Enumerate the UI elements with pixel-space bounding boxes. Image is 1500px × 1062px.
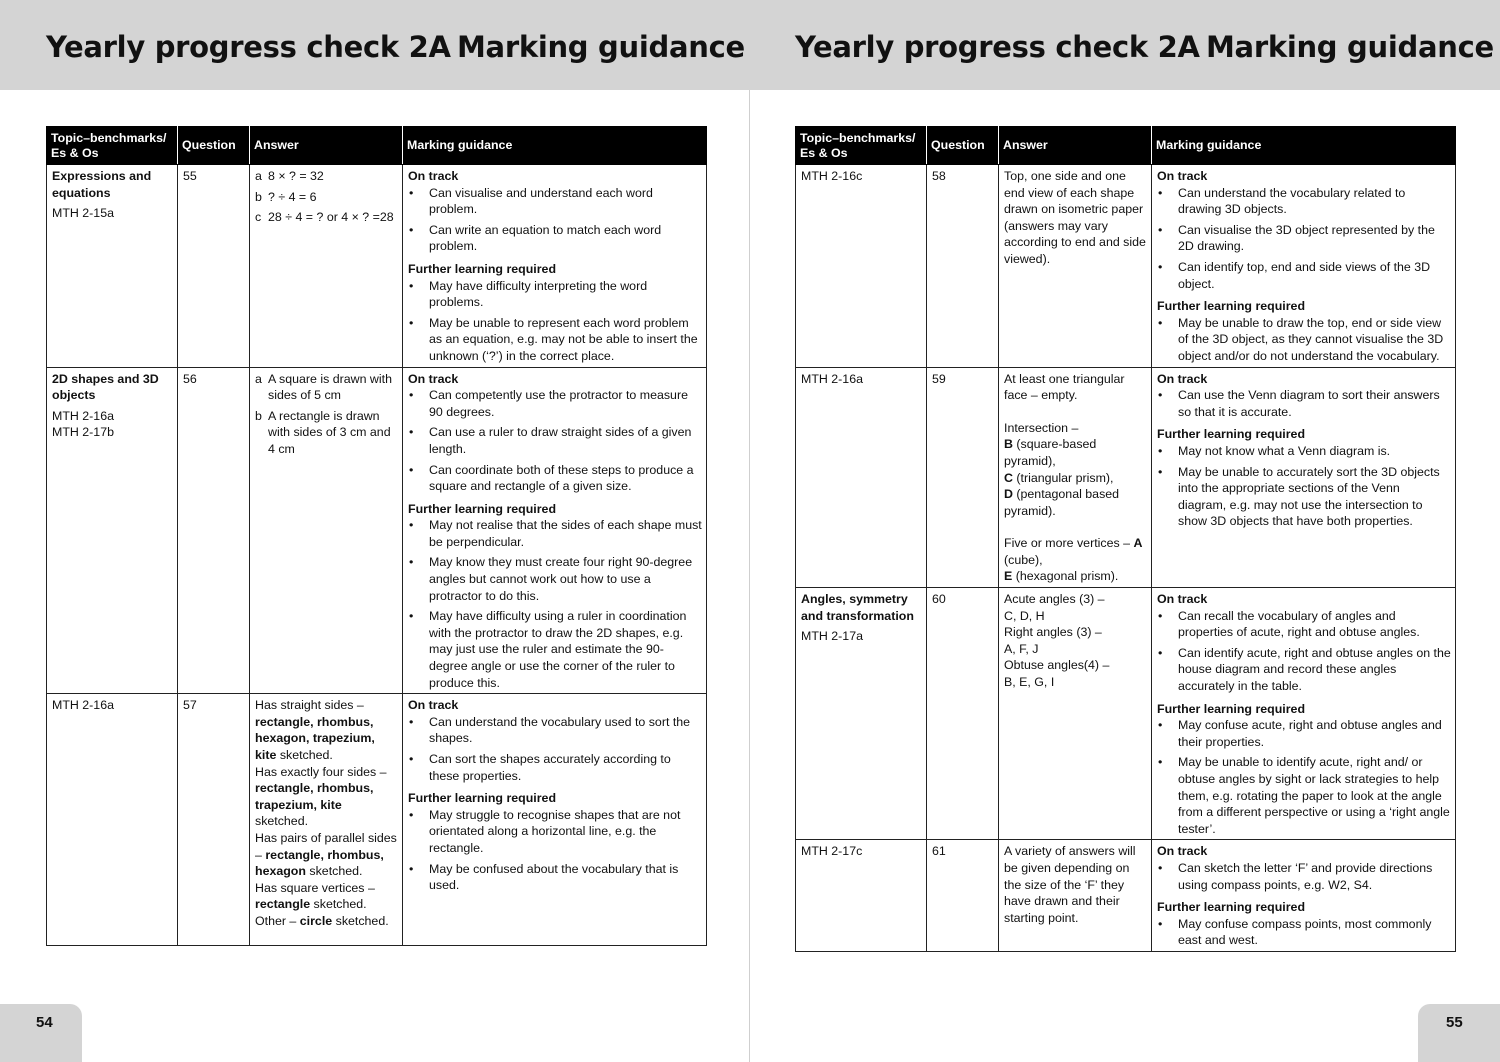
question-number: 58	[927, 165, 999, 368]
list-item: • Can coordinate both of these steps to produce a square and rectangle of a given size.	[408, 462, 702, 495]
page-header-banner	[750, 0, 1500, 90]
page-number: 54	[0, 1004, 82, 1062]
answer-cell: Has straight sides – rectangle, rhombus, hexagon, trapezium, kite sketched. Has exactly four sides – rectangle, rhombus, trapezium, kite sketched. Has pairs of parallel sides – rectangle, rhombus, hexagon sketched. Has square vertices – rectangle sketched. Other – circle sketched.	[250, 694, 403, 946]
on-track-list	[408, 185, 702, 255]
header-marking-guidance: Marking guidance	[403, 127, 707, 165]
guidance-cell	[403, 694, 707, 946]
list-item: • May have difficulty interpreting the word problems.	[408, 278, 702, 311]
on-track-heading: On track	[1157, 371, 1208, 386]
header-question: Question	[178, 127, 250, 165]
table-row	[796, 588, 1456, 840]
topic-cell	[796, 840, 927, 952]
further-learning-heading: Further learning required	[408, 261, 557, 276]
right-page	[750, 0, 1500, 1062]
question-number: 57	[178, 694, 250, 946]
list-item: • Can use a ruler to draw straight sides of a given length.	[408, 424, 702, 457]
on-track-heading: On track	[1157, 592, 1208, 607]
on-track-list	[408, 387, 702, 495]
list-item: • Can identify top, end and side views of the 3D object.	[1157, 259, 1451, 292]
list-item: • May confuse acute, right and obtuse angles and their properties.	[1157, 717, 1451, 750]
answer-part: b ? ÷ 4 = 6	[255, 189, 317, 204]
topic-cell	[796, 165, 927, 368]
further-learning-list	[1157, 315, 1451, 365]
answer-cell: Top, one side and one end view of each shape drawn on isometric paper (answers may vary according to end and side viewed).	[999, 165, 1152, 368]
page-number: 55	[1418, 1004, 1500, 1062]
list-item: • May know they must create four right 90-degree angles but cannot work out how to use a protractor to do this.	[408, 554, 702, 604]
topic-cell	[47, 165, 178, 368]
further-learning-list	[1157, 443, 1451, 530]
topic-cell	[47, 694, 178, 946]
answer-cell: A variety of answers will be given depending on the size of the ‘F’ they have drawn and their starting point.	[999, 840, 1152, 952]
header-question: Question	[927, 127, 999, 165]
on-track-heading: On track	[408, 371, 459, 386]
list-item: • Can sketch the letter ‘F’ and provide directions using compass points, e.g. W2, S4.	[1157, 860, 1451, 893]
list-item: • May struggle to recognise shapes that are not orientated along a horizontal line, e.g. the rectangle.	[408, 807, 702, 857]
topic-code: MTH 2-16a	[52, 698, 114, 713]
on-track-list	[1157, 608, 1451, 695]
header-marking-guidance: Marking guidance	[1152, 127, 1456, 165]
topic-code: MTH 2-15a	[52, 206, 114, 221]
on-track-heading: On track	[1157, 844, 1208, 859]
list-item: • Can sort the shapes accurately according to these properties.	[408, 751, 702, 784]
question-number: 56	[178, 367, 250, 694]
on-track-heading: On track	[408, 169, 459, 183]
list-item: • May be unable to identify acute, right and/ or obtuse angles by sight or lack strategies to help them, e.g. rotating the paper to look at the angle from a different perspective or using a ‘right angle tester’.	[1157, 754, 1451, 837]
further-learning-list	[408, 278, 702, 365]
page-subtitle: Marking guidance	[1206, 30, 1494, 64]
list-item: • May be unable to draw the top, end or side view of the 3D object, as they cannot visualise the 3D object and/or do not understand the vocabulary.	[1157, 315, 1451, 365]
topic-code: MTH 2-16c	[801, 169, 863, 183]
list-item: • May be unable to represent each word problem as an equation, e.g. may not be able to insert the unknown (‘?’) in the correct place.	[408, 315, 702, 365]
guidance-cell	[1152, 367, 1456, 588]
answer-cell	[250, 367, 403, 694]
list-item: • May have difficulty using a ruler in coordination with the protractor to draw the 2D shapes, e.g. may just use the ruler and estimate the 90-degree angle or use the corner of the ruler to produce this.	[408, 608, 702, 691]
topic-cell	[796, 367, 927, 588]
list-item: • May not know what a Venn diagram is.	[1157, 443, 1451, 460]
list-item: • May be unable to accurately sort the 3D objects into the appropriate sections of the Venn diagram, e.g. may not use the intersection to show 3D objects that have both properties.	[1157, 464, 1451, 530]
question-number: 61	[927, 840, 999, 952]
list-item: • Can recall the vocabulary of angles and properties of acute, right and obtuse angles.	[1157, 608, 1451, 641]
answer-cell	[250, 165, 403, 368]
list-item: • Can identify acute, right and obtuse angles on the house diagram and record these angles accurately in the table.	[1157, 645, 1451, 695]
answer-part: a 8 × ? = 32	[255, 169, 324, 183]
topic-cell	[796, 588, 927, 840]
further-learning-list	[1157, 717, 1451, 837]
list-item: • Can visualise the 3D object represented by the 2D drawing.	[1157, 222, 1451, 255]
guidance-cell	[1152, 165, 1456, 368]
on-track-list	[1157, 185, 1451, 293]
guidance-cell	[1152, 840, 1456, 952]
question-number: 59	[927, 367, 999, 588]
header-topic: Topic–benchmarks/ Es & Os	[47, 127, 178, 165]
table-row	[796, 165, 1456, 368]
further-learning-heading: Further learning required	[1157, 900, 1306, 915]
further-learning-list	[1157, 916, 1451, 949]
table-row	[796, 840, 1456, 952]
further-learning-heading: Further learning required	[1157, 701, 1306, 716]
on-track-list	[1157, 387, 1451, 420]
table-row	[47, 367, 707, 694]
list-item: • Can competently use the protractor to measure 90 degrees.	[408, 387, 702, 420]
topic-code: MTH 2-17c	[801, 844, 863, 859]
table-row	[47, 694, 707, 946]
table-row	[796, 367, 1456, 588]
further-learning-heading: Further learning required	[408, 501, 557, 516]
topic-code: MTH 2-16a	[801, 371, 863, 386]
page-subtitle: Marking guidance	[457, 30, 745, 64]
marking-guidance-table	[46, 126, 707, 946]
on-track-heading: On track	[1157, 169, 1208, 183]
guidance-cell	[1152, 588, 1456, 840]
answer-cell: At least one triangular face – empty. Intersection – B (square-based pyramid), C (triangular prism), D (pentagonal based pyramid). Five or more vertices – A (cube), E (hexagonal prism).	[999, 367, 1152, 588]
list-item: • Can understand the vocabulary related to drawing 3D objects.	[1157, 185, 1451, 218]
further-learning-list	[408, 517, 702, 691]
list-item: • Can use the Venn diagram to sort their answers so that it is accurate.	[1157, 387, 1451, 420]
topic-name: Angles, symmetry and transformation	[801, 592, 914, 623]
topic-code: MTH 2-17b	[52, 425, 114, 440]
topic-code: MTH 2-16a	[52, 408, 114, 423]
list-item: • May be confused about the vocabulary that is used.	[408, 861, 702, 894]
topic-name: Expressions and equations	[52, 169, 152, 200]
on-track-list	[408, 714, 702, 784]
topic-cell	[47, 367, 178, 694]
header-answer: Answer	[999, 127, 1152, 165]
page-title: Yearly progress check 2A	[795, 30, 1200, 64]
further-learning-heading: Further learning required	[408, 791, 557, 806]
question-number: 60	[927, 588, 999, 840]
list-item: • May confuse compass points, most commonly east and west.	[1157, 916, 1451, 949]
answer-part: a A square is drawn with sides of 5 cm	[255, 371, 392, 403]
question-number: 55	[178, 165, 250, 368]
page-header-banner	[0, 0, 750, 90]
list-item: • Can write an equation to match each word problem.	[408, 222, 702, 255]
answer-part: b A rectangle is drawn with sides of 3 cm and 4 cm	[255, 408, 391, 456]
on-track-list	[1157, 860, 1451, 893]
list-item: • May not realise that the sides of each shape must be perpendicular.	[408, 517, 702, 550]
further-learning-list	[408, 807, 702, 894]
guidance-cell	[403, 367, 707, 694]
answer-part: c 28 ÷ 4 = ? or 4 × ? =28	[255, 210, 394, 225]
header-topic: Topic–benchmarks/ Es & Os	[796, 127, 927, 165]
list-item: • Can visualise and understand each word problem.	[408, 185, 702, 218]
marking-guidance-table	[795, 126, 1456, 952]
header-answer: Answer	[250, 127, 403, 165]
table-row	[47, 165, 707, 368]
table-header-row	[796, 127, 1456, 165]
guidance-cell	[403, 165, 707, 368]
table-header-row	[47, 127, 707, 165]
further-learning-heading: Further learning required	[1157, 299, 1306, 314]
answer-cell: Acute angles (3) – C, D, H Right angles (3) – A, F, J Obtuse angles(4) – B, E, G, I	[999, 588, 1152, 840]
list-item: • Can understand the vocabulary used to sort the shapes.	[408, 714, 702, 747]
on-track-heading: On track	[408, 698, 459, 713]
topic-name: 2D shapes and 3D objects	[52, 371, 159, 403]
topic-code: MTH 2-17a	[801, 629, 863, 644]
page-title: Yearly progress check 2A	[46, 30, 451, 64]
further-learning-heading: Further learning required	[1157, 427, 1306, 442]
